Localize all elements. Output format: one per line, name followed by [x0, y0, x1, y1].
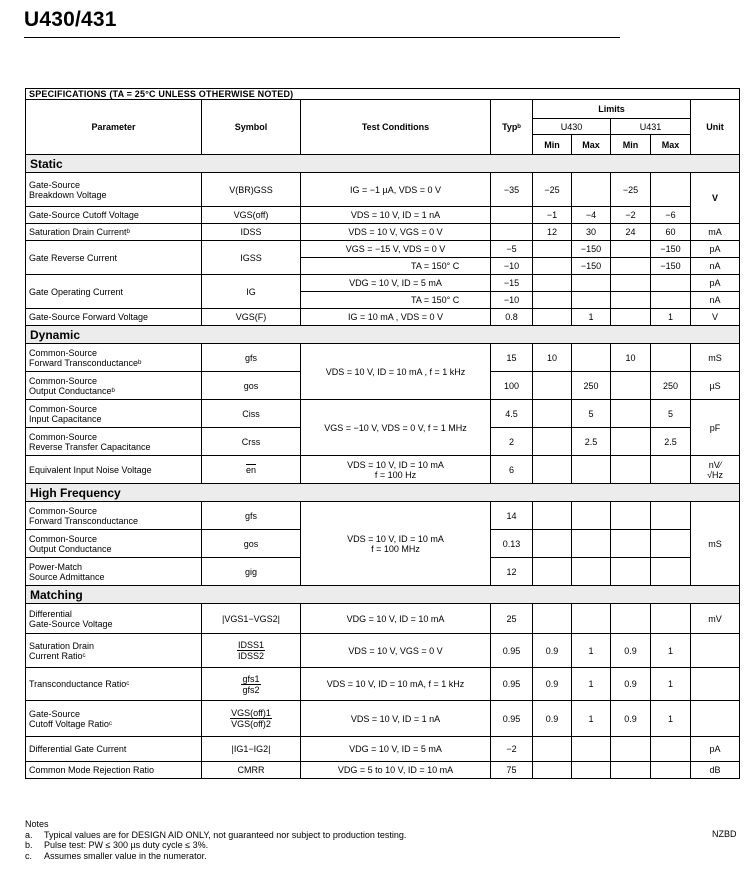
parameter-cell: Gate-Source Cutoff Voltage Ratioᶜ: [26, 701, 202, 737]
symbol-cell: gfs: [202, 502, 301, 530]
unit-cell: nA: [691, 292, 740, 309]
min-cell: [533, 275, 572, 292]
min-cell: [611, 292, 651, 309]
table-row: [26, 737, 740, 762]
symbol-cell: $\overline{en}$: [202, 456, 301, 484]
condition-cell: VDS = 10 V, VGS = 0 V: [301, 634, 491, 668]
table-row: [26, 668, 740, 701]
unit-cell: [691, 701, 740, 737]
condition-cell: TA = 150° C: [301, 258, 491, 275]
min-cell: 0.9: [533, 634, 572, 668]
min-cell: [611, 737, 651, 762]
max-cell: [572, 456, 611, 484]
max-cell: [572, 173, 611, 207]
min-cell: −25: [533, 173, 572, 207]
parameter-cell: Common Mode Rejection Ratio: [26, 762, 202, 779]
header-symbol: Symbol: [202, 100, 301, 155]
parameter-cell: Transconductance Ratioᶜ: [26, 668, 202, 701]
unit-cell: pA: [691, 275, 740, 292]
table-row: [26, 344, 740, 372]
min-cell: [611, 502, 651, 530]
parameter-cell: Gate-Source Cutoff Voltage: [26, 207, 202, 224]
header-unit: Unit: [691, 100, 740, 155]
table-row: [26, 173, 740, 207]
section-high-frequency: [26, 484, 740, 502]
min-cell: [533, 456, 572, 484]
document-code: NZBD: [712, 829, 737, 839]
unit-cell: pF: [691, 400, 740, 456]
min-cell: 0.9: [611, 668, 651, 701]
table-row: [26, 762, 740, 779]
unit-cell: nV⁄ √Hz: [691, 456, 740, 484]
max-cell: 1: [572, 634, 611, 668]
max-cell: [651, 456, 691, 484]
typ-cell: 0.95: [491, 701, 533, 737]
min-cell: [533, 241, 572, 258]
max-cell: [572, 344, 611, 372]
parameter-cell: Common-Source Reverse Transfer Capacitance: [26, 428, 202, 456]
typ-cell: 4.5: [491, 400, 533, 428]
max-cell: −150: [572, 241, 611, 258]
parameter-cell: Gate-Source Forward Voltage: [26, 309, 202, 326]
parameter-cell: Common-Source Output Conductanceᵇ: [26, 372, 202, 400]
header-parameter: Parameter: [26, 100, 202, 155]
header-test-conditions: Test Conditions: [301, 100, 491, 155]
min-cell: [611, 275, 651, 292]
symbol-cell: $\frac{\text{IDSS1}}{\text{IDSS2}}$: [202, 634, 301, 668]
note-c: c. Assumes smaller value in the numerator.: [25, 850, 207, 861]
min-cell: 0.9: [533, 701, 572, 737]
max-cell: [572, 502, 611, 530]
header-limits: Limits: [533, 100, 691, 119]
symbol-cell: |VGS1−VGS2|: [202, 604, 301, 634]
header-max-u430: Max: [572, 135, 611, 155]
max-cell: [651, 762, 691, 779]
note-b: b. Pulse test: PW ≤ 300 µs duty cycle ≤ 3%.: [25, 840, 209, 850]
max-cell: 5: [572, 400, 611, 428]
min-cell: [533, 292, 572, 309]
min-cell: 0.9: [611, 701, 651, 737]
title-rule: [24, 37, 620, 38]
unit-cell: nA: [691, 258, 740, 275]
max-cell: 250: [651, 372, 691, 400]
max-cell: 2.5: [572, 428, 611, 456]
header-u431: U431: [611, 119, 691, 135]
header-min-u431: Min: [611, 135, 651, 155]
max-cell: 5: [651, 400, 691, 428]
max-cell: −150: [651, 258, 691, 275]
symbol-cell: VGS(off): [202, 207, 301, 224]
condition-cell: VDG = 10 V, ID = 5 mA: [301, 737, 491, 762]
min-cell: 12: [533, 224, 572, 241]
section-title: High Frequency: [26, 484, 740, 502]
header-min-u430: Min: [533, 135, 572, 155]
table-row: [26, 456, 740, 484]
condition-cell: VDS = 10 V, ID = 10 mA f = 100 MHz: [301, 502, 491, 586]
symbol-cell: Crss: [202, 428, 301, 456]
symbol-cell: |IG1−IG2|: [202, 737, 301, 762]
symbol-cell: CMRR: [202, 762, 301, 779]
parameter-cell: Common-Source Forward Transconductance: [26, 502, 202, 530]
condition-cell: VDS = 10 V, ID = 10 mA, f = 1 kHz: [301, 668, 491, 701]
max-cell: −4: [572, 207, 611, 224]
min-cell: [611, 309, 651, 326]
typ-cell: −2: [491, 737, 533, 762]
max-cell: 1: [572, 701, 611, 737]
min-cell: [533, 400, 572, 428]
min-cell: [533, 372, 572, 400]
symbol-cell: IG: [202, 275, 301, 309]
typ-cell: 6: [491, 456, 533, 484]
table-row: [26, 400, 740, 428]
note-a: a. Typical values are for DESIGN AID ONLY, not guaranteed nor subject to production testing.: [25, 829, 407, 840]
condition-cell: IG = −1 µA, VDS = 0 V: [301, 173, 491, 207]
min-cell: [611, 604, 651, 634]
table-row: [26, 604, 740, 634]
parameter-cell: Differential Gate Current: [26, 737, 202, 762]
max-cell: [572, 558, 611, 586]
table-row: [26, 207, 740, 224]
min-cell: [611, 372, 651, 400]
typ-cell: 0.95: [491, 668, 533, 701]
min-cell: [611, 241, 651, 258]
max-cell: [651, 502, 691, 530]
header-max-u431: Max: [651, 135, 691, 155]
unit-cell: V: [691, 309, 740, 326]
min-cell: [611, 762, 651, 779]
section-static: [26, 155, 740, 173]
document-title: U430/431: [24, 8, 117, 31]
min-cell: −25: [611, 173, 651, 207]
typ-cell: −5: [491, 241, 533, 258]
max-cell: [651, 530, 691, 558]
condition-cell: IG = 10 mA , VDS = 0 V: [301, 309, 491, 326]
condition-cell: VGS = −15 V, VDS = 0 V: [301, 241, 491, 258]
min-cell: [533, 558, 572, 586]
unit-cell: mA: [691, 224, 740, 241]
symbol-cell: gig: [202, 558, 301, 586]
typ-cell: −15: [491, 275, 533, 292]
parameter-cell: Gate Reverse Current: [26, 241, 202, 275]
symbol-cell: VGS(F): [202, 309, 301, 326]
typ-cell: 14: [491, 502, 533, 530]
table-row: [26, 701, 740, 737]
parameter-cell: Common-Source Output Conductance: [26, 530, 202, 558]
typ-cell: −10: [491, 292, 533, 309]
typ-cell: 12: [491, 558, 533, 586]
max-cell: 60: [651, 224, 691, 241]
unit-cell: pA: [691, 737, 740, 762]
max-cell: [651, 737, 691, 762]
unit-cell: pA: [691, 241, 740, 258]
parameter-cell: Common-Source Input Capacitance: [26, 400, 202, 428]
typ-cell: 75: [491, 762, 533, 779]
parameter-cell: Common-Source Forward Transconductanceᵇ: [26, 344, 202, 372]
max-cell: [572, 530, 611, 558]
header-u430: U430: [533, 119, 611, 135]
condition-cell: VDS = 10 V, ID = 1 nA: [301, 701, 491, 737]
symbol-cell: gos: [202, 530, 301, 558]
min-cell: [533, 530, 572, 558]
max-cell: [572, 275, 611, 292]
typ-cell: 0.13: [491, 530, 533, 558]
max-cell: [572, 737, 611, 762]
typ-cell: 2: [491, 428, 533, 456]
notes-title: Notes: [25, 819, 49, 829]
max-cell: [572, 292, 611, 309]
min-cell: −1: [533, 207, 572, 224]
parameter-cell: Saturation Drain Currentᵇ: [26, 224, 202, 241]
unit-cell: mS: [691, 344, 740, 372]
table-row: [26, 224, 740, 241]
section-dynamic: [26, 326, 740, 344]
condition-cell: VDS = 10 V, VGS = 0 V: [301, 224, 491, 241]
max-cell: [651, 292, 691, 309]
condition-cell: VDG = 10 V, ID = 5 mA: [301, 275, 491, 292]
table-row: [26, 241, 740, 258]
min-cell: [611, 456, 651, 484]
footnotes: [25, 819, 406, 861]
condition-cell: VGS = −10 V, VDS = 0 V, f = 1 MHz: [301, 400, 491, 456]
min-cell: [611, 530, 651, 558]
condition-cell: VDS = 10 V, ID = 10 mA f = 100 Hz: [301, 456, 491, 484]
typ-cell: 25: [491, 604, 533, 634]
min-cell: [533, 762, 572, 779]
max-cell: [572, 604, 611, 634]
symbol-cell: V(BR)GSS: [202, 173, 301, 207]
symbol-cell: $\frac{\text{gfs1}}{\text{gfs2}}$: [202, 668, 301, 701]
max-cell: [651, 275, 691, 292]
typ-cell: 100: [491, 372, 533, 400]
max-cell: [572, 762, 611, 779]
max-cell: [651, 604, 691, 634]
condition-cell: VDG = 10 V, ID = 10 mA: [301, 604, 491, 634]
min-cell: [533, 258, 572, 275]
header-typ: Typᵇ: [491, 100, 533, 155]
parameter-cell: Equivalent Input Noise Voltage: [26, 456, 202, 484]
condition-cell: TA = 150° C: [301, 292, 491, 309]
table-row: [26, 309, 740, 326]
condition-cell: VDS = 10 V, ID = 10 mA , f = 1 kHz: [301, 344, 491, 400]
section-title: Matching: [26, 586, 740, 604]
min-cell: [533, 502, 572, 530]
min-cell: −2: [611, 207, 651, 224]
table-row: [26, 634, 740, 668]
max-cell: 1: [572, 309, 611, 326]
min-cell: [533, 428, 572, 456]
typ-cell: −10: [491, 258, 533, 275]
max-cell: [651, 173, 691, 207]
condition-cell: VDS = 10 V, ID = 1 nA: [301, 207, 491, 224]
symbol-cell: gos: [202, 372, 301, 400]
parameter-cell: Saturation Drain Current Ratioᶜ: [26, 634, 202, 668]
max-cell: 1: [651, 309, 691, 326]
max-cell: [651, 344, 691, 372]
typ-cell: −35: [491, 173, 533, 207]
min-cell: [611, 558, 651, 586]
symbol-cell: IGSS: [202, 241, 301, 275]
header-row-1: [26, 100, 740, 119]
unit-cell: mV: [691, 604, 740, 634]
typ-cell: [491, 224, 533, 241]
symbol-cell: gfs: [202, 344, 301, 372]
table-row: [26, 502, 740, 530]
typ-cell: [491, 207, 533, 224]
max-cell: 1: [651, 634, 691, 668]
unit-cell: V: [691, 173, 740, 224]
max-cell: 1: [651, 668, 691, 701]
section-title: Dynamic: [26, 326, 740, 344]
parameter-cell: Gate-Source Breakdown Voltage: [26, 173, 202, 207]
typ-cell: 0.95: [491, 634, 533, 668]
min-cell: [533, 737, 572, 762]
section-matching: [26, 586, 740, 604]
min-cell: 10: [611, 344, 651, 372]
symbol-cell: IDSS: [202, 224, 301, 241]
table-caption: SPECIFICATIONS (TA = 25°C UNLESS OTHERWISE NOTED): [26, 89, 740, 100]
max-cell: 1: [572, 668, 611, 701]
typ-cell: 15: [491, 344, 533, 372]
condition-cell: VDG = 5 to 10 V, ID = 10 mA: [301, 762, 491, 779]
unit-cell: [691, 634, 740, 668]
min-cell: [533, 604, 572, 634]
min-cell: 24: [611, 224, 651, 241]
max-cell: −150: [572, 258, 611, 275]
max-cell: 1: [651, 701, 691, 737]
symbol-cell: Ciss: [202, 400, 301, 428]
min-cell: [611, 400, 651, 428]
parameter-cell: Gate Operating Current: [26, 275, 202, 309]
max-cell: [651, 558, 691, 586]
min-cell: 0.9: [611, 634, 651, 668]
max-cell: 2.5: [651, 428, 691, 456]
table-row: [26, 275, 740, 292]
unit-cell: [691, 668, 740, 701]
unit-cell: dB: [691, 762, 740, 779]
max-cell: −6: [651, 207, 691, 224]
caption-row: [26, 89, 740, 100]
section-title: Static: [26, 155, 740, 173]
parameter-cell: Differential Gate-Source Voltage: [26, 604, 202, 634]
max-cell: 30: [572, 224, 611, 241]
min-cell: [611, 258, 651, 275]
specifications-table: [25, 88, 740, 779]
parameter-cell: Power-Match Source Admittance: [26, 558, 202, 586]
typ-cell: 0.8: [491, 309, 533, 326]
min-cell: [533, 309, 572, 326]
unit-cell: µS: [691, 372, 740, 400]
symbol-cell: $\frac{\text{VGS(off)1}}{\text{VGS(off)2}}$: [202, 701, 301, 737]
min-cell: 10: [533, 344, 572, 372]
min-cell: [611, 428, 651, 456]
min-cell: 0.9: [533, 668, 572, 701]
max-cell: 250: [572, 372, 611, 400]
max-cell: −150: [651, 241, 691, 258]
unit-cell: mS: [691, 502, 740, 586]
